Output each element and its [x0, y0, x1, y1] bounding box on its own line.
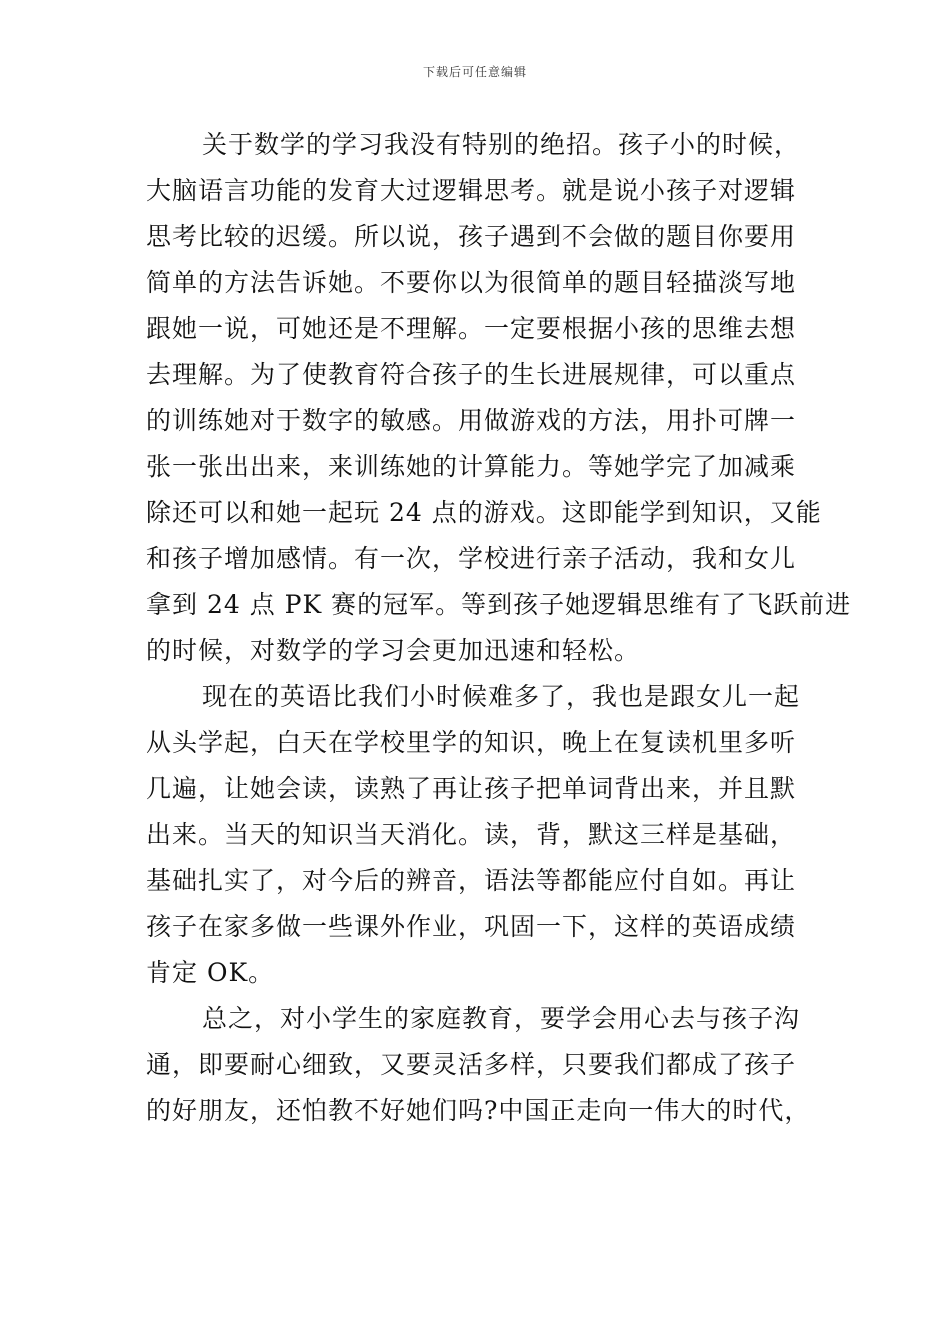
text-line: 从头学起，白天在学校里学的知识，晚上在复读机里多听	[146, 728, 797, 757]
page-header: 下载后可任意编辑	[422, 65, 527, 79]
document-body	[146, 122, 852, 1134]
text-line: 通，即要耐心细致，又要灵活多样，只要我们都成了孩子	[146, 1050, 797, 1079]
text-line: 大脑语言功能的发育大过逻辑思考。就是说小孩子对逻辑	[146, 176, 797, 205]
text-line: 几遍，让她会读，读熟了再让孩子把单词背出来，并且默	[146, 774, 797, 803]
paragraph-conclusion	[146, 996, 811, 1134]
text-line: 思考比较的迟缓。所以说，孩子遇到不会做的题目你要用	[146, 222, 797, 251]
paragraph-english	[146, 674, 808, 996]
paragraph-math	[146, 122, 852, 674]
text-line: 总之，对小学生的家庭教育，要学会用心去与孩子沟	[202, 1004, 801, 1033]
text-line: 肯定 OK。	[146, 958, 275, 987]
text-line: 基础扎实了，对今后的辨音，语法等都能应付自如。再让	[146, 866, 797, 895]
text-line: 和孩子增加感情。有一次，学校进行亲子活动，我和女儿	[146, 544, 797, 573]
text-line: 张一张出出来，来训练她的计算能力。等她学完了加减乘	[146, 452, 797, 481]
text-line: 现在的英语比我们小时候难多了，我也是跟女儿一起	[202, 682, 801, 711]
text-line: 关于数学的学习我没有特别的绝招。孩子小的时候，	[202, 130, 801, 159]
text-line: 的好朋友，还怕教不好她们吗?中国正走向一伟大的时代，	[146, 1096, 811, 1125]
text-line: 简单的方法告诉她。不要你以为很简单的题目轻描淡写地	[146, 268, 797, 297]
text-line: 去理解。为了使教育符合孩子的生长进展规律，可以重点	[146, 360, 797, 389]
text-line: 的时候，对数学的学习会更加迅速和轻松。	[146, 636, 641, 665]
text-line: 出来。当天的知识当天消化。读，背，默这三样是基础，	[146, 820, 797, 849]
text-line: 拿到 24 点 PK 赛的冠军。等到孩子她逻辑思维有了飞跃前进	[146, 590, 852, 619]
text-line: 跟她一说，可她还是不理解。一定要根据小孩的思维去想	[146, 314, 797, 343]
text-line: 除还可以和她一起玩 24 点的游戏。这即能学到知识，又能	[146, 498, 822, 527]
text-line: 的训练她对于数字的敏感。用做游戏的方法，用扑可牌一	[146, 406, 797, 435]
text-line: 孩子在家多做一些课外作业，巩固一下，这样的英语成绩	[146, 912, 797, 941]
